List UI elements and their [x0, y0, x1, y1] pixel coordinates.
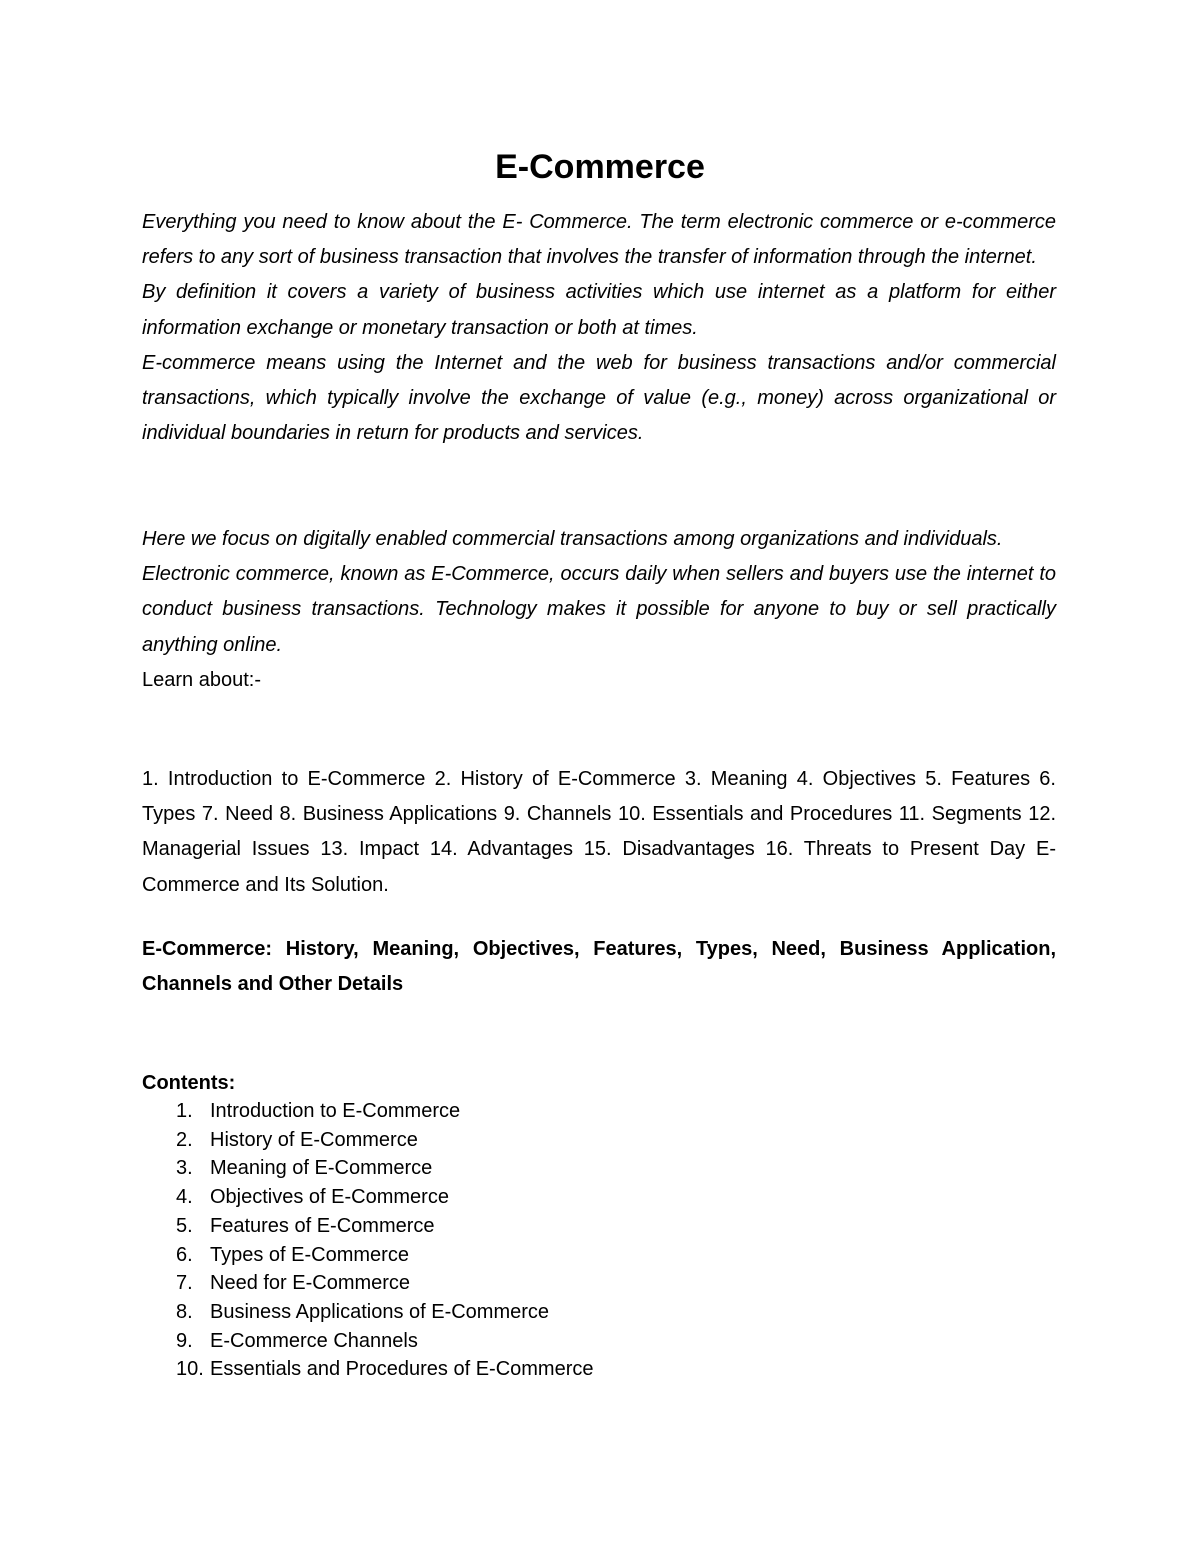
section-heading-block: [142, 932, 1056, 1002]
list-number: 10.: [176, 1358, 204, 1381]
contents-list: [142, 1097, 1042, 1384]
list-item-text: E-Commerce Channels: [210, 1329, 418, 1352]
intro-paragraph: By definition it covers a variety of business activities which use internet as a platform for either information exchange or monetary transaction or both at times.: [142, 281, 1056, 339]
list-item: [142, 1269, 1042, 1298]
list-item: [142, 1183, 1042, 1212]
learn-about-section: [142, 762, 1056, 903]
section-heading: E-Commerce: History, Meaning, Objectives, Features, Types, Need, Business Application, Channels and Other Details: [142, 938, 1056, 996]
focus-paragraph: Electronic commerce, known as E-Commerce, occurs daily when sellers and buyers use the internet to conduct business transactions. Technology makes it possible for anyone to buy or sell practically anything online.: [142, 563, 1056, 656]
list-item: [142, 1327, 1042, 1356]
intro-paragraph: E-commerce means using the Internet and the web for business transactions and/or commercial transactions, which typically involve the exchange of value (e.g., money) across organizational or individual boundaries in return for products and services.: [142, 351, 1056, 445]
list-item-text: Introduction to E-Commerce: [210, 1100, 461, 1122]
list-number: 7.: [176, 1272, 193, 1295]
list-item: [142, 1212, 1042, 1241]
list-item: [142, 1154, 1042, 1183]
list-item-text: History of E-Commerce: [210, 1128, 418, 1151]
list-item-text: Meaning of E-Commerce: [210, 1157, 433, 1180]
contents-label: Contents:: [142, 1072, 236, 1094]
list-number: 9.: [176, 1329, 193, 1352]
learn-about-label: Learn about:-: [142, 668, 261, 691]
list-number: 5.: [176, 1214, 193, 1237]
list-item: [142, 1126, 1042, 1155]
list-item-text: Business Applications of E-Commerce: [210, 1300, 550, 1323]
list-number: 6.: [176, 1243, 193, 1266]
list-item: [142, 1097, 1042, 1126]
list-number: 1.: [176, 1100, 193, 1122]
list-item-text: Essentials and Procedures of E-Commerce: [210, 1358, 594, 1381]
list-item-text: Features of E-Commerce: [210, 1214, 435, 1237]
list-number: 3.: [176, 1157, 193, 1180]
list-number: 4.: [176, 1186, 193, 1209]
list-item-text: Objectives of E-Commerce: [210, 1186, 449, 1209]
page-title: E-Commerce: [495, 148, 705, 186]
learn-about-list: 1. Introduction to E-Commerce 2. History of E-Commerce 3. Meaning 4. Objectives 5. Features 6. Types 7. Need 8. Business Applications 9. Channels 10. Essentials and Procedures 11. Segments 12. Managerial Issues 13. Impact 14. Advantages 15. Disadvantages 16. Threats to Present Day E-Commerce and Its Solution.: [142, 768, 1056, 896]
list-item: [142, 1355, 1042, 1384]
list-item-text: Types of E-Commerce: [210, 1243, 409, 1266]
intro-paragraph: Everything you need to know about the E- Commerce. The term electronic commerce or e-commerce refers to any sort of business transaction that involves the transfer of information through the internet.: [142, 211, 1056, 269]
list-number: 2.: [176, 1128, 193, 1151]
list-item: [142, 1298, 1042, 1327]
list-item: [142, 1241, 1042, 1270]
focus-paragraph: Here we focus on digitally enabled commercial transactions among organizations and individuals.: [142, 528, 1003, 550]
list-number: 8.: [176, 1300, 193, 1323]
focus-section: [142, 522, 1056, 698]
intro-section: [142, 205, 1056, 451]
list-item-text: Need for E-Commerce: [210, 1272, 411, 1295]
